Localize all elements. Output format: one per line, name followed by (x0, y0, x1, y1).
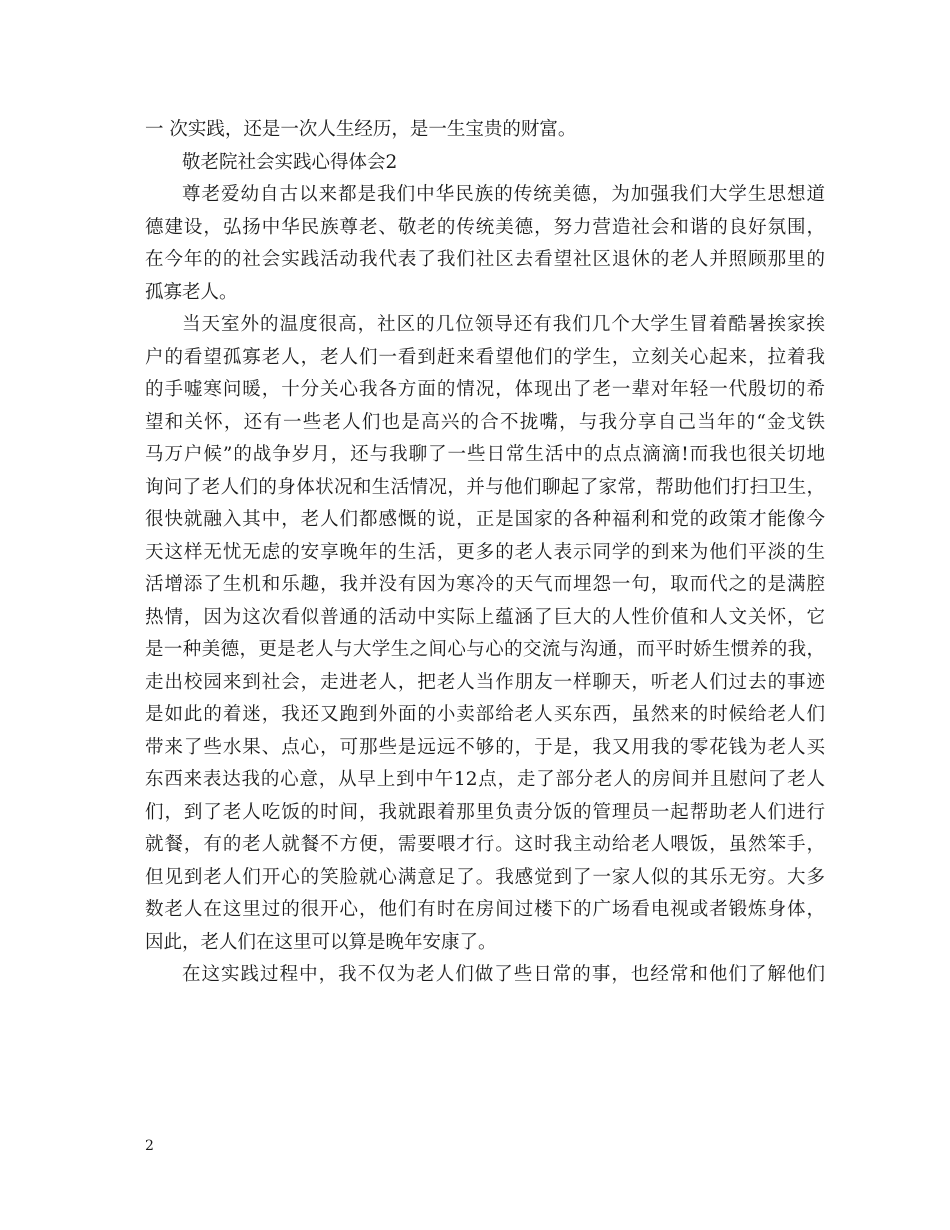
text-line: 们，到了老人吃饭的时间，我就跟着那里负责分饭的管理员一起帮助老人们进行 (145, 801, 825, 823)
paragraph-continuation (145, 114, 825, 147)
text-line: 马万户候”的战争岁月，还与我聊了一些日常生活中的点点滴滴!而我也很关切地 (145, 444, 825, 465)
text-line: 当天室外的温度很高，社区的几位领导还有我们几个大学生冒着酷暑挨家挨 (182, 314, 825, 335)
text-line: 德建设，弘扬中华民族尊老、敬老的传统美德，努力营造社会和谐的良好氛围， (145, 216, 825, 238)
paragraph-intro (145, 179, 825, 309)
text-line: 询问了老人们的身体状况和生活情况，并与他们聊起了家常，帮助他们打扫卫生， (145, 476, 825, 498)
text-line: 一 次实践，还是一次人生经历，是一生宝贵的财富。 (145, 119, 577, 140)
text-line: 很快就融入其中，老人们都感慨的说，正是国家的各种福利和党的政策才能像今 (145, 509, 825, 530)
heading-text: 敬老院社会实践心得体会2 (182, 151, 398, 173)
section-heading (145, 147, 825, 180)
text-line: 孤寡老人。 (145, 281, 238, 303)
body-text (145, 114, 825, 992)
text-line: 东西来表达我的心意，从早上到中午12点，走了部分老人的房间并且慰问了老人 (145, 769, 825, 790)
page-number: 2 (145, 1138, 154, 1154)
text-line: 户的看望孤寡老人，老人们一看到赶来看望他们的学生，立刻关心起来，拉着我 (145, 346, 825, 368)
text-line: 是一种美德，更是老人与大学生之间心与心的交流与沟通，而平时娇生惯养的我， (145, 639, 825, 660)
text-line: 尊老爱幼自古以来都是我们中华民族的传统美德，为加强我们大学生思想道 (182, 184, 825, 205)
text-line: 在这实践过程中，我不仅为老人们做了些日常的事，也经常和他们了解他们 (182, 964, 825, 985)
text-line: 因此，老人们在这里可以算是晚年安康了。 (145, 931, 497, 953)
text-line: 天这样无忧无虑的安享晚年的生活，更多的老人表示同学的到来为他们平淡的生 (145, 541, 825, 563)
text-line: 但见到老人们开心的笑脸就心满意足了。我感觉到了一家人似的其乐无穷。大多 (145, 866, 825, 888)
paragraph-main (145, 309, 825, 959)
text-line: 在今年的的社会实践活动我代表了我们社区去看望社区退休的老人并照顾那里的 (145, 249, 825, 270)
text-line: 就餐，有的老人就餐不方便，需要喂才行。这时我主动给老人喂饭，虽然笨手， (145, 834, 825, 855)
text-line: 热情，因为这次看似普通的活动中实际上蕴涵了巨大的人性价值和人文关怀，它 (145, 606, 825, 628)
text-line: 带来了些水果、点心，可那些是远远不够的，于是，我又用我的零花钱为老人买 (145, 736, 825, 758)
text-line: 活增添了生机和乐趣，我并没有因为寒冷的天气而埋怨一句，取而代之的是满腔 (145, 574, 825, 595)
text-line: 走出校园来到社会，走进老人，把老人当作朋友一样聊天，听老人们过去的事迹 (145, 671, 825, 693)
text-line: 是如此的着迷，我还又跑到外面的小卖部给老人买东西，虽然来的时候给老人们 (145, 704, 825, 725)
text-line: 望和关怀，还有一些老人们也是高兴的合不拢嘴，与我分享自己当年的“金戈铁 (145, 411, 825, 433)
text-line: 数老人在这里过的很开心，他们有时在房间过楼下的广场看电视或者锻炼身体， (145, 899, 825, 920)
text-line: 的手嘘寒问暖，十分关心我各方面的情况，体现出了老一辈对年轻一代殷切的希 (145, 379, 825, 400)
paragraph-next (145, 959, 825, 992)
